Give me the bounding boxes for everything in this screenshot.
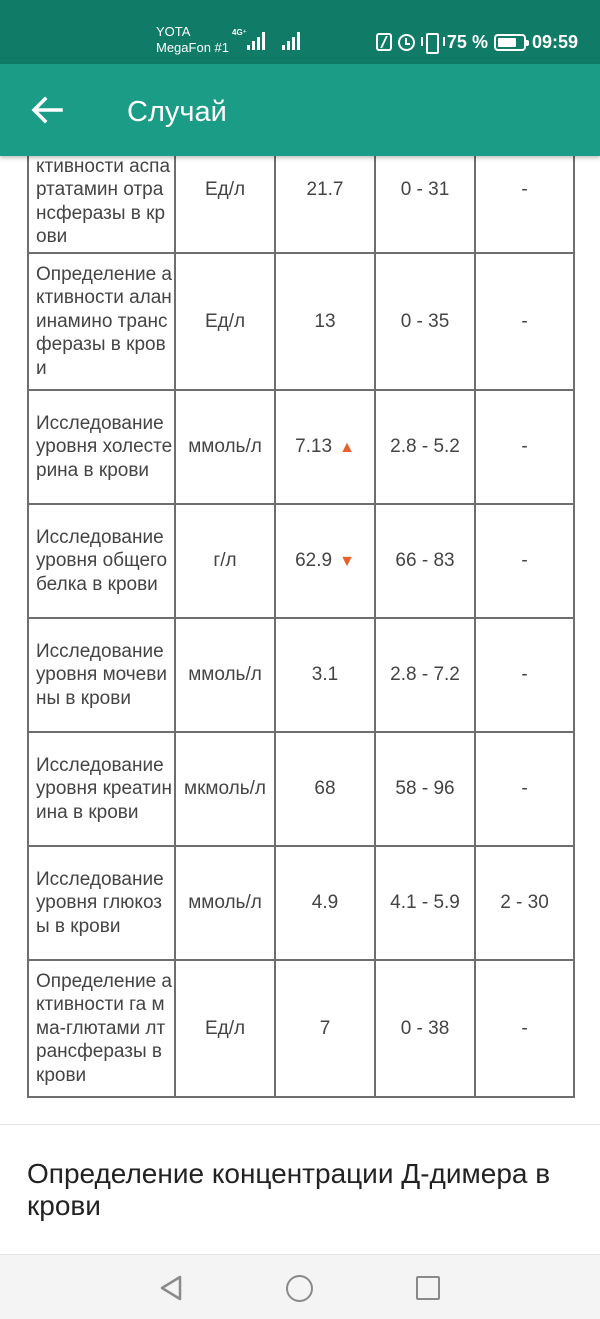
test-value-cell (275, 846, 375, 960)
test-unit: ммоль/л (175, 846, 275, 960)
test-extra-range: - (475, 253, 574, 390)
test-unit: ммоль/л (175, 618, 275, 732)
table-row (28, 390, 574, 504)
test-name: Исследование уровня общего белка в крови (28, 504, 175, 618)
test-name: ктивности аспартатамин отрансферазы в крови (28, 127, 175, 253)
test-value: 7 (319, 1017, 331, 1039)
table-row (28, 618, 574, 732)
section-divider (0, 1124, 600, 1125)
test-reference-range: 0 - 35 (375, 253, 475, 390)
table-row (28, 732, 574, 846)
test-reference-range: 66 - 83 (375, 504, 475, 618)
test-value: 13 (314, 310, 336, 332)
test-name: Исследование уровня креатинина в крови (28, 732, 175, 846)
alarm-icon (398, 34, 415, 51)
test-value: 4.9 (311, 892, 339, 914)
test-extra-range: - (475, 504, 574, 618)
test-extra-range: - (475, 732, 574, 846)
test-unit: Ед/л (175, 127, 275, 253)
results-scroll-area[interactable] (0, 156, 600, 1098)
test-extra-range: - (475, 390, 574, 504)
triangle-down-icon: ▼ (339, 552, 355, 570)
signal-icon (282, 32, 302, 50)
carrier-yota: YOTA (156, 24, 191, 39)
test-reference-range: 2.8 - 7.2 (375, 618, 475, 732)
test-extra-range: - (475, 618, 574, 732)
test-name: Исследование уровня мочевины в крови (28, 618, 175, 732)
test-extra-range: - (475, 960, 574, 1097)
test-unit: г/л (175, 504, 275, 618)
test-value: 7.13 (295, 435, 333, 457)
triangle-back-icon[interactable] (158, 1274, 184, 1302)
test-name: Исследование уровня холестерина в крови (28, 390, 175, 504)
test-value: 21.7 (306, 179, 344, 201)
vibrate-icon (421, 33, 441, 51)
table-row (28, 846, 574, 960)
carrier-info (156, 24, 229, 56)
status-bar (0, 0, 600, 64)
test-reference-range: 2.8 - 5.2 (375, 390, 475, 504)
battery-level-fill (498, 38, 516, 47)
test-reference-range: 4.1 - 5.9 (375, 846, 475, 960)
table-row (28, 504, 574, 618)
test-value-cell (275, 390, 375, 504)
test-value-cell (275, 618, 375, 732)
test-reference-range: 58 - 96 (375, 732, 475, 846)
test-name: Исследование уровня глюкозы в крови (28, 846, 175, 960)
battery-percent: 75 % (446, 31, 488, 52)
test-value-cell (275, 960, 375, 1097)
test-name: Определение активности га мма-глютами лтрансферазы в крови (28, 960, 175, 1097)
carrier-megafon: MegaFon #1 (156, 40, 229, 55)
circle-home-icon[interactable] (286, 1275, 313, 1302)
nfc-icon (376, 33, 392, 51)
test-name: Определение активности аланинамино трансферазы в крови (28, 253, 175, 390)
test-reference-range: 0 - 31 (375, 127, 475, 253)
triangle-up-icon: ▲ (339, 438, 355, 456)
test-extra-range: 2 - 30 (475, 846, 574, 960)
status-right-group (370, 30, 578, 54)
square-recents-icon[interactable] (416, 1276, 440, 1300)
arrow-left-icon[interactable] (30, 94, 64, 126)
test-value: 62.9 (295, 549, 333, 571)
test-unit: Ед/л (175, 253, 275, 390)
test-value: 68 (314, 778, 336, 800)
test-value-cell (275, 732, 375, 846)
signal-icon (247, 32, 267, 50)
test-reference-range: 0 - 38 (375, 960, 475, 1097)
results-table (27, 126, 575, 1098)
section-title-d-dimer[interactable]: Определение концентрации Д-димера в крови (27, 1158, 551, 1221)
test-unit: мкмоль/л (175, 732, 275, 846)
network-type-badge: 4G⁺ (232, 28, 247, 37)
test-value-cell (275, 253, 375, 390)
test-unit: Ед/л (175, 960, 275, 1097)
navigation-bar (0, 1254, 600, 1319)
test-value-cell (275, 504, 375, 618)
test-extra-range: - (475, 127, 574, 253)
table-row (28, 253, 574, 390)
clock: 09:59 (531, 31, 578, 52)
table-row (28, 960, 574, 1097)
test-value: 3.1 (311, 664, 339, 686)
app-bar (0, 64, 600, 156)
page-title: Случай (127, 96, 227, 128)
test-unit: ммоль/л (175, 390, 275, 504)
battery-icon (494, 34, 526, 51)
